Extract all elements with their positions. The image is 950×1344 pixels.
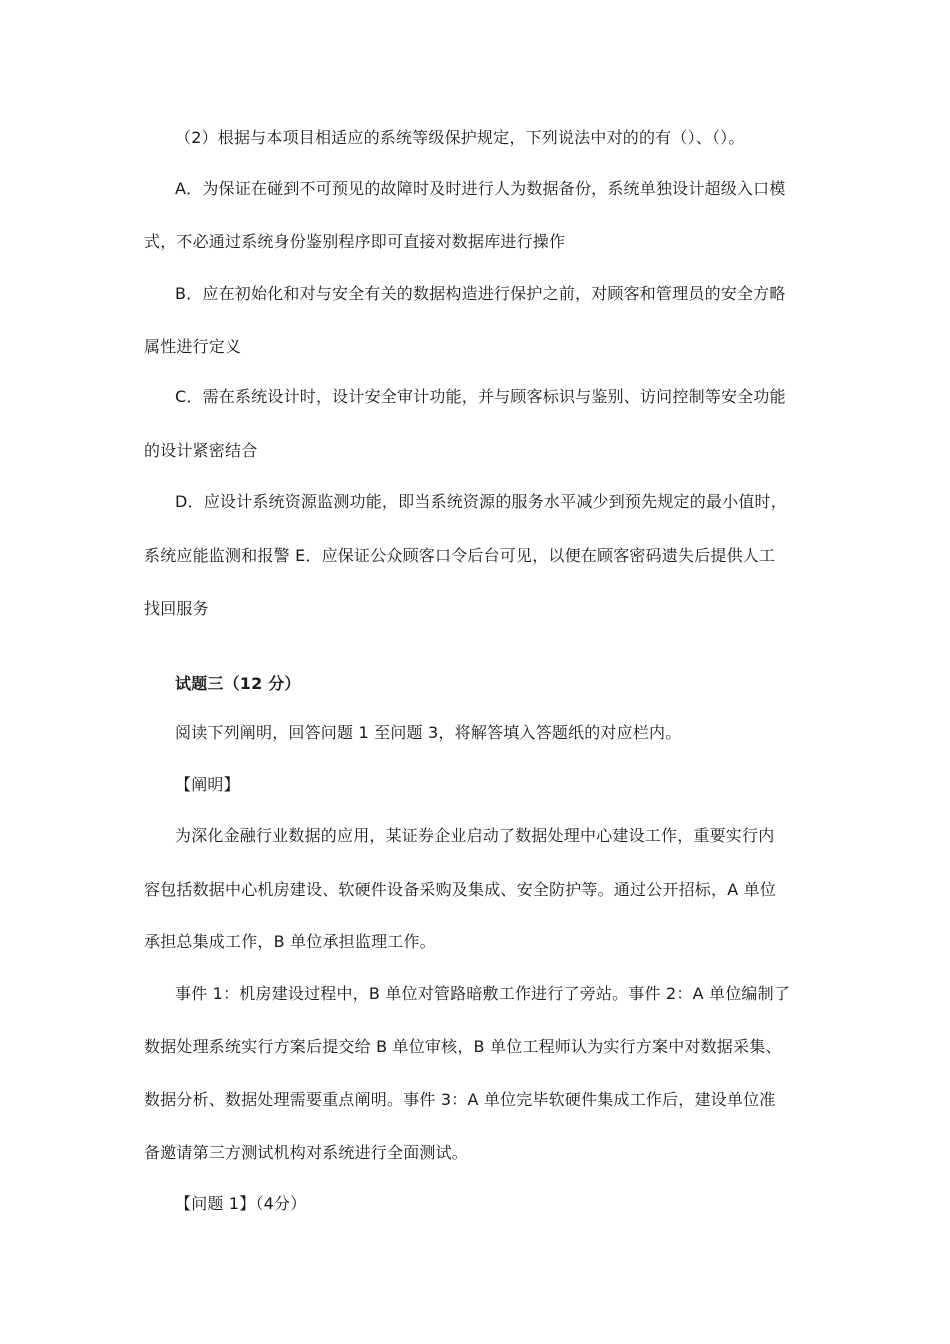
paragraph-1-line-1: 为深化金融行业数据的应用，某证券企业启动了数据处理中心建设工作，重要实行内 — [175, 826, 775, 845]
paragraph-1-line-2: 容包括数据中心机房建设、软硬件设备采购及集成、安全防护等。通过公开招标，A 单位 — [144, 880, 777, 899]
option-b-line-2: 属性进行定义 — [144, 337, 242, 356]
section-3-instruction: 阅读下列阐明，回答问题 1 至问题 3，将解答填入答题纸的对应栏内。 — [175, 723, 682, 742]
paragraph-1-line-3: 承担总集成工作，B 单位承担监理工作。 — [144, 932, 436, 951]
option-d-line-3: 找回服务 — [144, 599, 209, 618]
paragraph-2-line-3: 数据分析、数据处理需要重点阐明。事件 3：A 单位完毕软硬件集成工作后，建设单位准 — [144, 1090, 776, 1109]
option-c-line-2: 的设计紧密结合 — [144, 441, 258, 460]
question-2-stem: （2）根据与本项目相适应的系统等级保护规定，下列说法中对的的有（）、（）。 — [175, 128, 745, 147]
option-c-line-1: C．需在系统设计时，设计安全审计功能，并与顾客标识与鉴别、访问控制等安全功能 — [175, 387, 786, 406]
paragraph-2-line-2: 数据处理系统实行方案后提交给 B 单位审核，B 单位工程师认为实行方案中对数据采集、 — [144, 1037, 782, 1056]
question-1-label: 【问题 1】（4分） — [175, 1194, 307, 1213]
option-d-line-1: D．应设计系统资源监测功能，即当系统资源的服务水平减少到预先规定的最小值时， — [175, 492, 787, 511]
option-a-line-2: 式，不必通过系统身份鉴别程序即可直接对数据库进行操作 — [144, 232, 566, 251]
explain-label: 【阐明】 — [175, 775, 240, 794]
paragraph-2-line-1: 事件 1：机房建设过程中，B 单位对管路暗敷工作进行了旁站。事件 2：A 单位编制了 — [175, 984, 791, 1003]
option-b-line-1: B．应在初始化和对与安全有关的数据构造进行保护之前，对顾客和管理员的安全方略 — [175, 284, 786, 303]
section-3-heading: 试题三（12 分） — [175, 674, 301, 693]
option-a-line-1: A．为保证在碰到不可预见的故障时及时进行人为数据备份，系统单独设计超级入口模 — [175, 179, 786, 198]
paragraph-2-line-4: 备邀请第三方测试机构对系统进行全面测试。 — [144, 1143, 469, 1162]
option-d-line-2: 系统应能监测和报警 E．应保证公众顾客口令后台可见，以便在顾客密码遗失后提供人工 — [144, 546, 776, 565]
